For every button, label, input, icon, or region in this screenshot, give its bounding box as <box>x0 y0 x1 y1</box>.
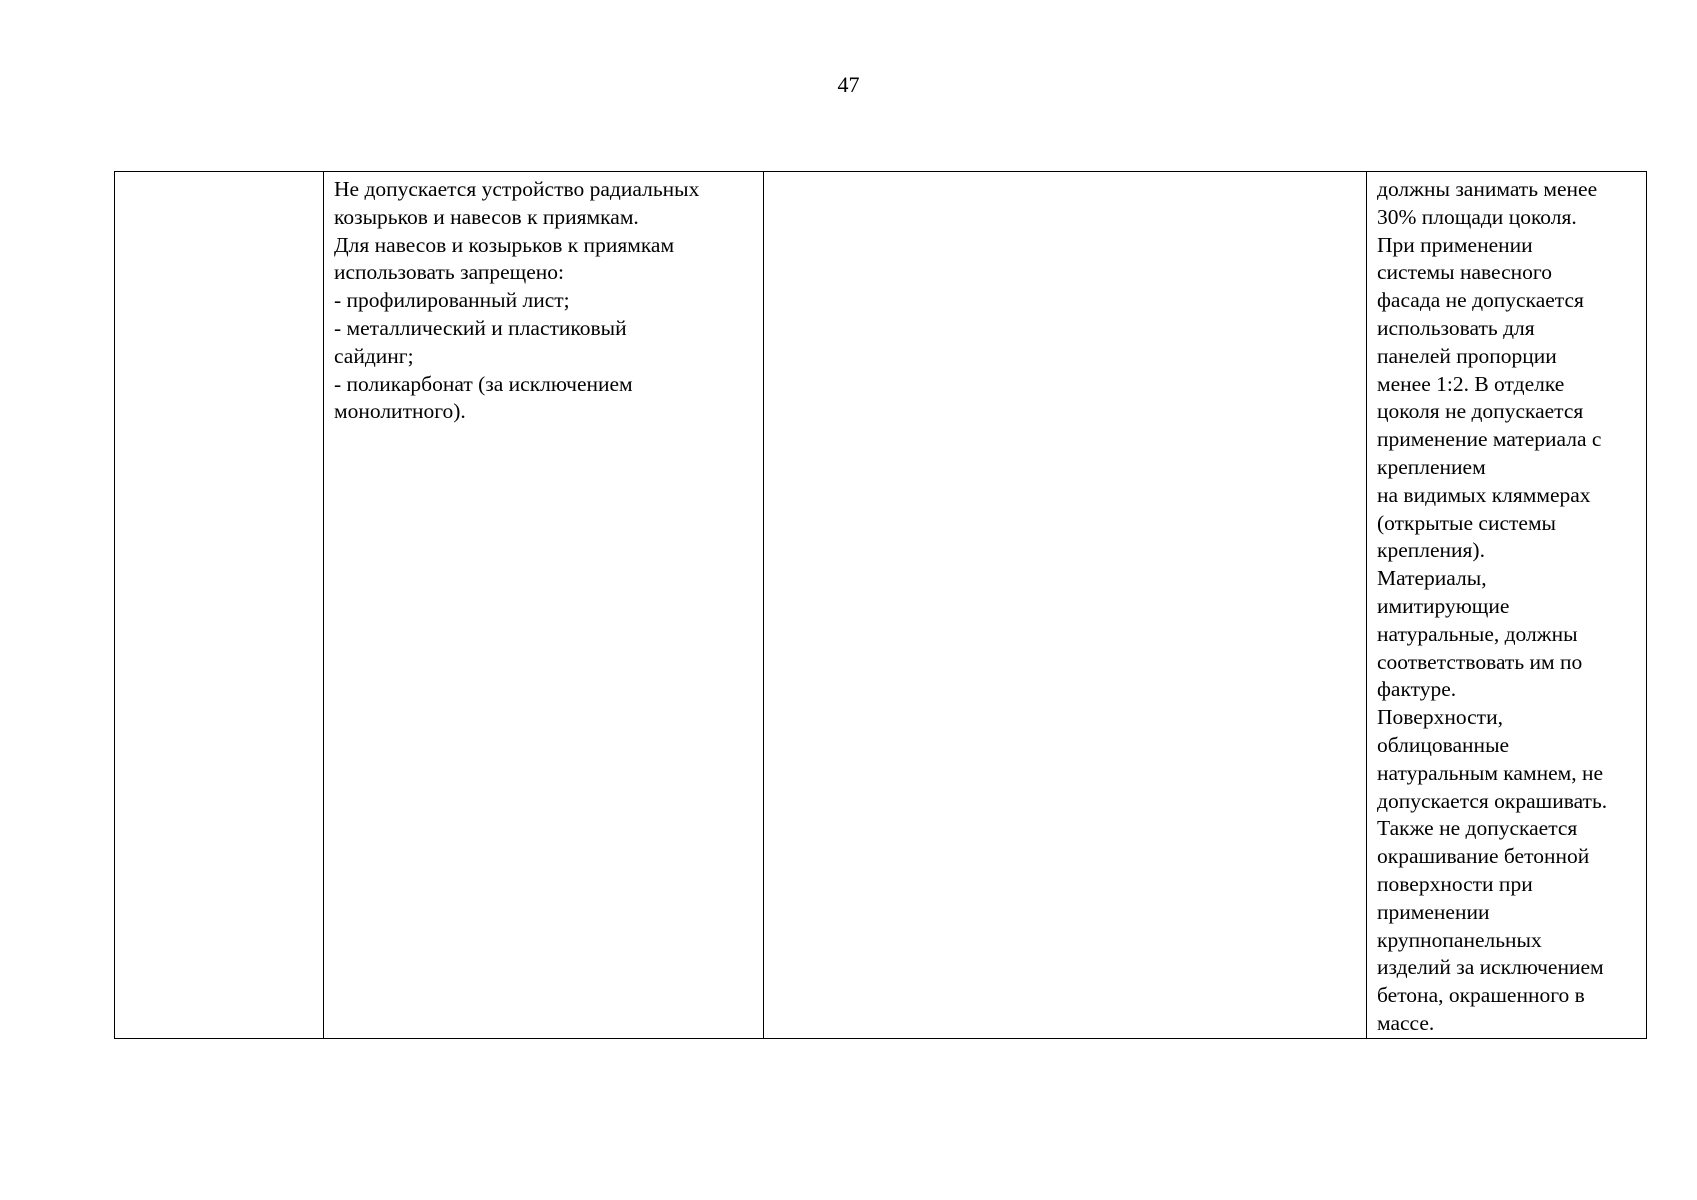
requirements-table <box>114 171 1647 1039</box>
text-line: фактуре. <box>1377 677 1457 702</box>
text-line: массе. <box>1377 1010 1435 1035</box>
text-line: изделий за исключением <box>1377 955 1604 980</box>
text-line: окрашивание бетонной <box>1377 844 1590 869</box>
text-line: Для навесов и козырьков к приямкам <box>334 232 675 257</box>
cell-text <box>1377 176 1640 1038</box>
text-line: применение материала с <box>1377 427 1602 452</box>
text-line: При применении <box>1377 232 1533 257</box>
table-cell-col1 <box>115 172 324 1039</box>
text-line: облицованные <box>1377 732 1510 757</box>
text-line: применении <box>1377 899 1490 924</box>
text-line: цоколя не допускается <box>1377 399 1584 424</box>
table-cell-col3 <box>764 172 1367 1039</box>
text-line: Также не допускается <box>1377 816 1578 841</box>
table-row <box>115 172 1647 1039</box>
text-line: монолитного). <box>334 399 466 424</box>
text-line: Поверхности, <box>1377 705 1503 730</box>
text-line: системы навесного <box>1377 260 1552 285</box>
text-line: натуральным камнем, не <box>1377 760 1604 785</box>
text-line: на видимых кляммерах <box>1377 482 1591 507</box>
table-cell-col2 <box>324 172 764 1039</box>
text-line: менее 1:2. В отделке <box>1377 371 1565 396</box>
text-line: фасада не допускается <box>1377 288 1584 313</box>
text-line: использовать для <box>1377 315 1535 340</box>
text-line: сайдинг; <box>334 343 414 368</box>
text-line: - поликарбонат (за исключением <box>334 371 633 396</box>
text-line: - металлический и пластиковый <box>334 315 627 340</box>
text-line: - профилированный лист; <box>334 288 570 313</box>
text-line: креплением <box>1377 454 1486 479</box>
text-line: бетона, окрашенного в <box>1377 983 1585 1008</box>
text-line: допускается окрашивать. <box>1377 788 1608 813</box>
text-line: Материалы, <box>1377 566 1487 591</box>
text-line: козырьков и навесов к приямкам. <box>334 204 639 229</box>
page-number: 47 <box>837 72 860 97</box>
text-line: должны занимать менее <box>1377 177 1598 201</box>
table-cell-col4 <box>1367 172 1647 1039</box>
text-line: (открытые системы <box>1377 510 1557 535</box>
cell-text <box>334 176 757 426</box>
text-line: натуральные, должны <box>1377 621 1578 646</box>
text-line: имитирующие <box>1377 593 1510 618</box>
text-line: 30% площади цоколя. <box>1377 204 1577 229</box>
text-line: панелей пропорции <box>1377 343 1557 368</box>
text-line: поверхности при <box>1377 871 1533 896</box>
text-line: Не допускается устройство радиальных <box>334 177 700 201</box>
text-line: крепления). <box>1377 538 1485 563</box>
text-line: соответствовать им по <box>1377 649 1583 674</box>
text-line: крупнопанельных <box>1377 927 1542 952</box>
text-line: использовать запрещено: <box>334 260 564 285</box>
